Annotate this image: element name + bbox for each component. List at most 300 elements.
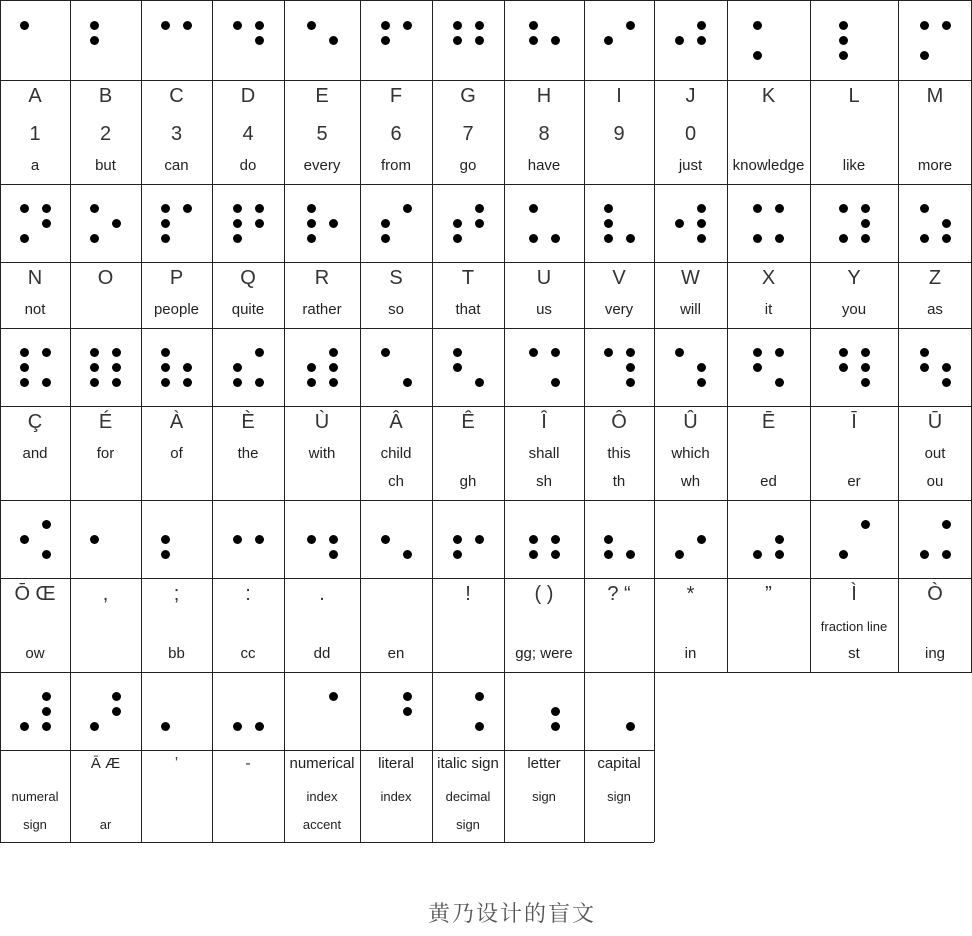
cell-label: 9 (613, 123, 625, 145)
cell-label: so (388, 301, 404, 318)
cell-label: 6 (390, 123, 402, 145)
braille-dot (775, 535, 784, 544)
cell-label: ing (924, 645, 946, 662)
cell-label: go (459, 157, 477, 174)
cell-label: Û (683, 411, 698, 433)
cell-label: er (847, 473, 861, 490)
braille-dot (381, 21, 390, 30)
cell-label: A (28, 85, 42, 107)
braille-dot (675, 550, 684, 559)
braille-dot (942, 21, 951, 30)
cell-label: 5 (316, 123, 328, 145)
grid-line (0, 842, 654, 843)
braille-dot (529, 234, 538, 243)
cell-label: that (455, 301, 481, 318)
braille-dot (161, 550, 170, 559)
cell-label: E (315, 85, 329, 107)
braille-dot (20, 535, 29, 544)
braille-dot (861, 520, 870, 529)
cell-label: index (306, 789, 338, 804)
braille-dot (112, 363, 121, 372)
braille-dot (753, 550, 762, 559)
braille-dot (920, 234, 929, 243)
braille-dot (697, 219, 706, 228)
braille-dot (942, 363, 951, 372)
cell-label: sh (536, 473, 552, 490)
braille-dot (839, 550, 848, 559)
braille-dot (604, 348, 613, 357)
cell-label: quite (231, 301, 265, 318)
braille-dot (675, 36, 684, 45)
braille-dot (551, 550, 560, 559)
cell-label: 1 (29, 123, 41, 145)
braille-dot (551, 535, 560, 544)
cell-label: 8 (538, 123, 550, 145)
braille-dot (551, 234, 560, 243)
braille-dot (112, 378, 121, 387)
cell-label: th (612, 473, 626, 490)
braille-dot (839, 204, 848, 213)
grid-line (0, 0, 972, 1)
braille-dot (307, 234, 316, 243)
cell-label: W (681, 267, 700, 289)
braille-dot (551, 36, 560, 45)
braille-dot (453, 535, 462, 544)
braille-dot (161, 363, 170, 372)
grid-line (0, 80, 972, 81)
braille-dot (861, 219, 870, 228)
braille-dot (255, 535, 264, 544)
cell-label: R (314, 267, 330, 289)
cell-label: K (761, 85, 776, 107)
braille-dot (381, 36, 390, 45)
cell-label: ? “ (607, 583, 631, 605)
braille-dot (90, 722, 99, 731)
cell-label: ! (465, 583, 471, 605)
cell-label: Ò (927, 583, 943, 605)
grid-line (0, 672, 654, 673)
cell-label: very (604, 301, 634, 318)
braille-dot (626, 21, 635, 30)
cell-label: J (685, 85, 696, 107)
braille-dot (920, 21, 929, 30)
braille-dot (20, 21, 29, 30)
braille-dot (551, 378, 560, 387)
braille-dot (697, 36, 706, 45)
braille-dot (697, 378, 706, 387)
braille-dot (42, 219, 51, 228)
braille-dot (20, 348, 29, 357)
cell-label: cc (240, 645, 256, 662)
braille-dot (112, 707, 121, 716)
braille-dot (551, 348, 560, 357)
braille-dot (20, 204, 29, 213)
cell-label: L (848, 85, 860, 107)
cell-label: not (24, 301, 46, 318)
braille-dot (183, 204, 192, 213)
cell-label: this (607, 445, 631, 462)
braille-dot (161, 722, 170, 731)
cell-label: in (684, 645, 697, 662)
braille-dot (551, 722, 560, 731)
cell-label: N (27, 267, 43, 289)
cell-label: numeral (11, 789, 59, 804)
cell-label: can (164, 157, 189, 174)
braille-dot (403, 550, 412, 559)
cell-label: knowledge (732, 157, 805, 174)
braille-dot (475, 535, 484, 544)
braille-dot (90, 363, 99, 372)
braille-dot (697, 234, 706, 243)
cell-label: V (612, 267, 626, 289)
braille-dot (604, 234, 613, 243)
braille-dot (753, 204, 762, 213)
cell-label: the (237, 445, 259, 462)
cell-label: rather (302, 301, 342, 318)
braille-dot (20, 378, 29, 387)
cell-label: numerical (289, 755, 355, 772)
braille-dot (90, 378, 99, 387)
cell-label: but (95, 157, 116, 174)
braille-dot (697, 21, 706, 30)
braille-dot (861, 234, 870, 243)
braille-dot (626, 348, 635, 357)
braille-dot (307, 535, 316, 544)
braille-dot (90, 21, 99, 30)
braille-dot (753, 234, 762, 243)
braille-dot (475, 219, 484, 228)
braille-dot (112, 692, 121, 701)
braille-dot (255, 21, 264, 30)
braille-dot (42, 378, 51, 387)
cell-label: ow (25, 645, 45, 662)
grid-line (654, 672, 655, 842)
braille-dot (42, 550, 51, 559)
braille-dot (920, 204, 929, 213)
braille-dot (233, 234, 242, 243)
braille-dot (839, 36, 848, 45)
braille-dot (307, 378, 316, 387)
braille-dot (329, 535, 338, 544)
braille-dot (161, 219, 170, 228)
braille-dot (255, 378, 264, 387)
cell-label: Ī (851, 411, 857, 433)
cell-label: ( ) (534, 583, 554, 605)
cell-label: Ē (761, 411, 776, 433)
braille-dot (861, 204, 870, 213)
braille-dot (20, 363, 29, 372)
braille-dot (381, 219, 390, 228)
braille-dot (161, 348, 170, 357)
braille-dot (626, 722, 635, 731)
braille-dot (161, 378, 170, 387)
braille-dot (233, 378, 242, 387)
cell-label: like (842, 157, 866, 174)
cell-label: 7 (462, 123, 474, 145)
braille-dot (839, 21, 848, 30)
cell-label: you (841, 301, 867, 318)
braille-dot (675, 348, 684, 357)
cell-label: 2 (99, 123, 112, 145)
cell-label: X (761, 267, 776, 289)
braille-dot (753, 348, 762, 357)
braille-dot (753, 363, 762, 372)
braille-dot (255, 36, 264, 45)
cell-label: Ô (611, 411, 627, 433)
cell-label: letter (527, 755, 561, 772)
braille-dot (475, 722, 484, 731)
braille-dot (183, 21, 192, 30)
grid-line (0, 750, 654, 751)
braille-dot (453, 348, 462, 357)
braille-dot (329, 348, 338, 357)
cell-label: S (389, 267, 403, 289)
cell-label: just (678, 157, 703, 174)
braille-dot (475, 692, 484, 701)
braille-dot (604, 36, 613, 45)
cell-label: it (764, 301, 773, 318)
cell-label: sign (532, 789, 556, 804)
cell-label: every (303, 157, 341, 174)
cell-label: wh (680, 473, 701, 490)
cell-label: will (680, 301, 701, 318)
cell-label: have (527, 157, 561, 174)
cell-label: index (380, 789, 412, 804)
braille-dot (329, 692, 338, 701)
braille-dot (307, 363, 316, 372)
cell-label: Î (541, 411, 547, 433)
braille-dot (626, 234, 635, 243)
cell-label: us (536, 301, 552, 318)
braille-dot (233, 204, 242, 213)
braille-dot (90, 204, 99, 213)
braille-dot (697, 535, 706, 544)
braille-dot (697, 204, 706, 213)
braille-dot (529, 204, 538, 213)
braille-dot (942, 520, 951, 529)
braille-dot (626, 363, 635, 372)
braille-dot (839, 51, 848, 60)
braille-dot (453, 21, 462, 30)
braille-dot (604, 550, 613, 559)
braille-dot (307, 204, 316, 213)
braille-dot (775, 234, 784, 243)
cell-label: B (98, 85, 113, 107)
braille-dot (403, 707, 412, 716)
braille-dot (255, 722, 264, 731)
cell-label: gh (459, 473, 477, 490)
cell-label: ; (173, 583, 180, 605)
braille-dot (42, 707, 51, 716)
braille-dot (775, 204, 784, 213)
braille-dot (381, 535, 390, 544)
cell-label: sign (607, 789, 631, 804)
cell-label: P (169, 267, 184, 289)
cell-label: decimal (445, 789, 491, 804)
braille-dot (775, 550, 784, 559)
braille-dot (90, 234, 99, 243)
braille-dot (475, 378, 484, 387)
braille-dot (329, 36, 338, 45)
braille-dot (329, 219, 338, 228)
braille-dot (307, 21, 316, 30)
cell-label: 0 (684, 123, 697, 145)
cell-label: Ū (927, 411, 943, 433)
cell-label: ed (760, 473, 777, 490)
caption: 黄乃设计的盲文 (427, 902, 596, 927)
cell-label: Z (928, 267, 942, 289)
cell-label: 4 (242, 123, 254, 145)
cell-label: for (96, 445, 115, 462)
braille-dot (453, 36, 462, 45)
braille-dot (551, 707, 560, 716)
cell-label: 3 (170, 123, 183, 145)
braille-dot (861, 363, 870, 372)
braille-dot (775, 378, 784, 387)
cell-label: gg; were (515, 645, 573, 662)
braille-dot (529, 36, 538, 45)
grid-line (0, 578, 972, 579)
cell-label: with (308, 445, 336, 462)
braille-dot (942, 219, 951, 228)
braille-dot (381, 234, 390, 243)
braille-dot (475, 204, 484, 213)
cell-label: ” (765, 583, 772, 605)
cell-label: italic sign (437, 755, 499, 772)
braille-dot (529, 550, 538, 559)
braille-dot (112, 219, 121, 228)
cell-label: É (98, 411, 113, 433)
braille-dot (183, 378, 192, 387)
cell-label: D (240, 85, 256, 107)
braille-dot (161, 535, 170, 544)
braille-dot (42, 722, 51, 731)
braille-dot (255, 204, 264, 213)
braille-dot (604, 204, 613, 213)
cell-label: : (245, 583, 251, 605)
cell-label: sign (23, 817, 47, 832)
cell-label: I (616, 85, 622, 107)
cell-label: Q (240, 267, 256, 289)
cell-label: Ō Œ (14, 583, 56, 605)
braille-dot (475, 21, 484, 30)
cell-label: more (917, 157, 953, 174)
braille-dot (529, 535, 538, 544)
braille-dot (183, 363, 192, 372)
grid-line (0, 262, 972, 263)
cell-label: and (22, 445, 48, 462)
braille-dot (920, 550, 929, 559)
braille-dot (42, 692, 51, 701)
braille-dot (403, 692, 412, 701)
cell-label: T (461, 267, 475, 289)
cell-label: out (924, 445, 946, 462)
braille-dot (861, 378, 870, 387)
braille-dot (604, 535, 613, 544)
cell-label: which (671, 445, 710, 462)
cell-label: Ê (461, 411, 475, 433)
cell-label: È (241, 411, 255, 433)
braille-dot (675, 219, 684, 228)
cell-label: U (536, 267, 552, 289)
cell-label: from (381, 157, 411, 174)
cell-label: capital (597, 755, 641, 772)
cell-label: Ù (314, 411, 330, 433)
cell-label: shall (528, 445, 560, 462)
cell-label: fraction line (820, 619, 888, 634)
braille-dot (861, 348, 870, 357)
cell-label: G (460, 85, 476, 107)
braille-dot (403, 378, 412, 387)
cell-label: dd (313, 645, 331, 662)
braille-dot (839, 234, 848, 243)
braille-dot (90, 348, 99, 357)
braille-dot (329, 363, 338, 372)
cell-label: Ç (27, 411, 43, 433)
braille-dot (920, 51, 929, 60)
braille-dot (475, 36, 484, 45)
braille-dot (453, 363, 462, 372)
braille-dot (529, 348, 538, 357)
braille-dot (453, 219, 462, 228)
braille-dot (403, 21, 412, 30)
cell-label: Y (847, 267, 861, 289)
braille-dot (233, 722, 242, 731)
braille-dot (42, 520, 51, 529)
braille-dot (942, 234, 951, 243)
braille-dot (920, 348, 929, 357)
braille-dot (329, 550, 338, 559)
braille-dot (90, 535, 99, 544)
braille-dot (942, 550, 951, 559)
cell-label: * (686, 583, 695, 605)
braille-dot (626, 550, 635, 559)
cell-label: child (380, 445, 412, 462)
braille-dot (233, 535, 242, 544)
cell-label: - (245, 755, 251, 772)
braille-dot (753, 21, 762, 30)
braille-dot (529, 21, 538, 30)
braille-dot (233, 363, 242, 372)
braille-dot (920, 363, 929, 372)
braille-dot (42, 204, 51, 213)
cell-label: C (169, 85, 184, 107)
cell-label: . (319, 583, 325, 605)
cell-label: ar (99, 817, 112, 832)
cell-label: Ā Æ (90, 755, 121, 772)
braille-dot (42, 348, 51, 357)
cell-label: , (102, 583, 109, 605)
cell-label: Ì (851, 583, 857, 605)
braille-dot (942, 378, 951, 387)
cell-label: H (536, 85, 552, 107)
cell-label: literal (378, 755, 414, 772)
grid-line (70, 184, 71, 328)
cell-label: sign (456, 817, 480, 832)
cell-label: st (848, 645, 860, 662)
cell-label: M (926, 85, 944, 107)
braille-dot (775, 348, 784, 357)
cell-label: people (153, 301, 200, 318)
braille-dot (839, 348, 848, 357)
cell-label: Â (389, 411, 403, 433)
cell-label: ʼ (174, 755, 179, 772)
braille-dot (161, 204, 170, 213)
grid-line (0, 328, 972, 329)
cell-label: a (30, 157, 40, 174)
braille-dot (20, 722, 29, 731)
cell-label: F (389, 85, 403, 107)
